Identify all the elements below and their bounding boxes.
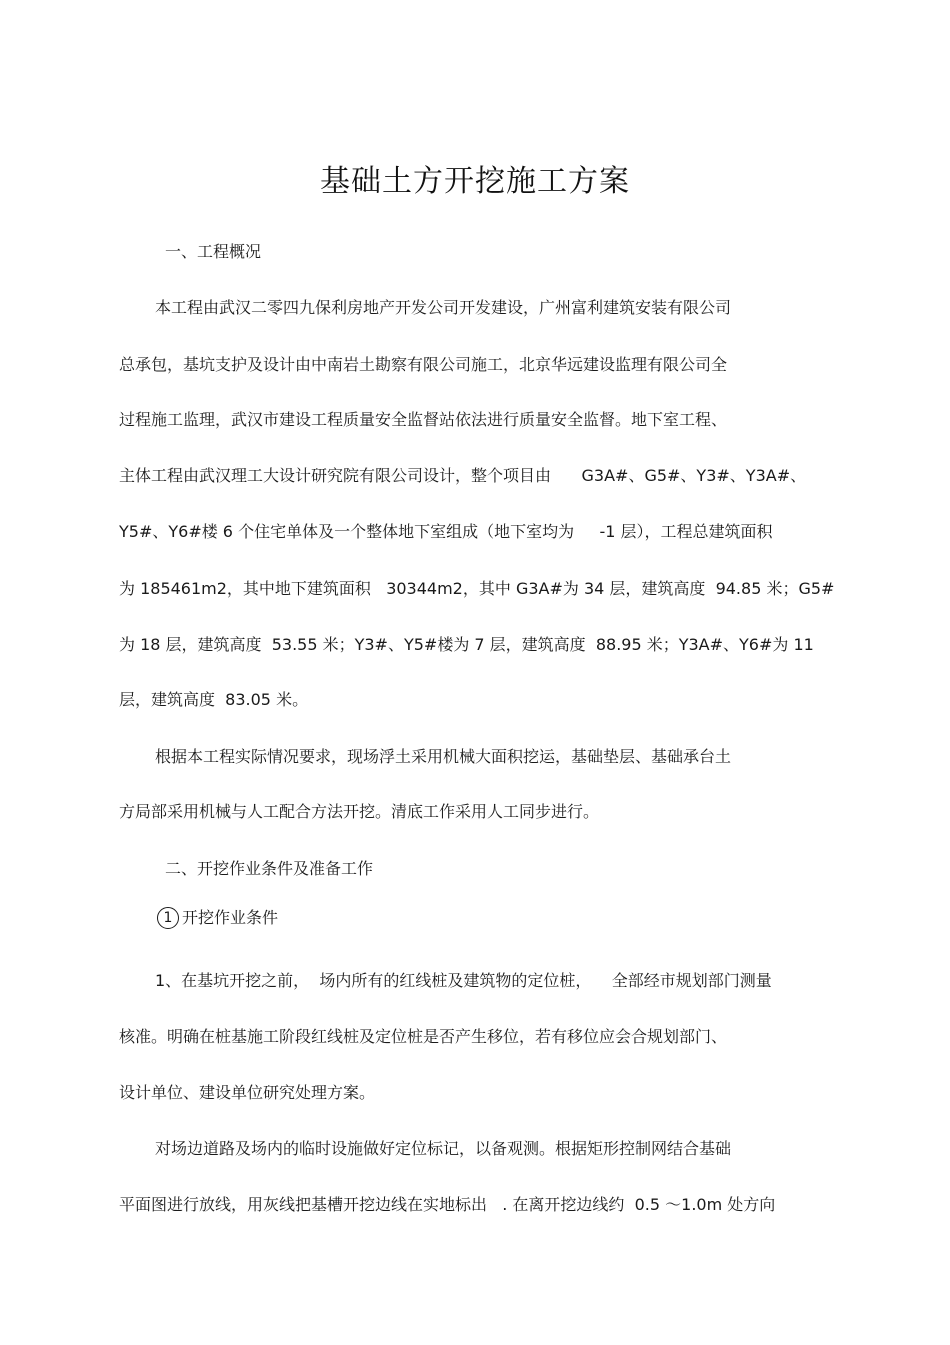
section-heading-overview: 一、工程概况 [165,242,262,261]
subsection-heading [157,906,278,930]
paragraph-line: 层，建筑高度 83.05 米。 [119,690,309,709]
section-heading-conditions: 二、开挖作业条件及准备工作 [165,859,374,878]
paragraph-line: 平面图进行放线，用灰线把基槽开挖边线在实地标出 . 在离开挖边线约 0.5 ～1.0m 处方向 [119,1195,776,1214]
paragraph-line: 核准。明确在桩基施工阶段红线桩及定位桩是否产生移位，若有移位应会合规划部门、 [119,1027,728,1046]
paragraph-line: 主体工程由武汉理工大设计研究院有限公司设计，整个项目由 G3A#、G5#、Y3#、Y3A#、 [119,466,807,485]
paragraph-line: Y5#、Y6#楼 6 个住宅单体及一个整体地下室组成（地下室均为 -1 层），工程总建筑面积 [119,522,773,541]
paragraph-line: 设计单位、建设单位研究处理方案。 [119,1083,376,1102]
circled-number: 1 [157,907,179,929]
paragraph-line: 为 185461m2，其中地下建筑面积 30344m2，其中 G3A#为 34 层，建筑高度 94.85 米；G5# [119,579,835,598]
document-title: 基础土方开挖施工方案 [320,164,630,199]
paragraph-line: 本工程由武汉二零四九保利房地产开发公司开发建设，广州富利建筑安装有限公司 [155,298,732,317]
paragraph-line: 过程施工监理，武汉市建设工程质量安全监督站依法进行质量安全监督。地下室工程、 [119,410,728,429]
subsection-heading-text: 开挖作业条件 [182,908,279,927]
paragraph-line: 方局部采用机械与人工配合方法开挖。清底工作采用人工同步进行。 [119,802,600,821]
paragraph-line: 根据本工程实际情况要求，现场浮土采用机械大面积挖运，基础垫层、基础承台土 [155,747,732,766]
paragraph-line: 对场边道路及场内的临时设施做好定位标记，以备观测。根据矩形控制网结合基础 [155,1139,732,1158]
paragraph-line: 为 18 层，建筑高度 53.55 米；Y3#、Y5#楼为 7 层，建筑高度 88.95 米；Y3A#、Y6#为 11 [119,635,814,654]
paragraph-line: 总承包，基坑支护及设计由中南岩土勘察有限公司施工，北京华远建设监理有限公司全 [119,355,728,374]
paragraph-line: 1、在基坑开挖之前， 场内所有的红线桩及建筑物的定位桩， 全部经市规划部门测量 [155,971,772,990]
